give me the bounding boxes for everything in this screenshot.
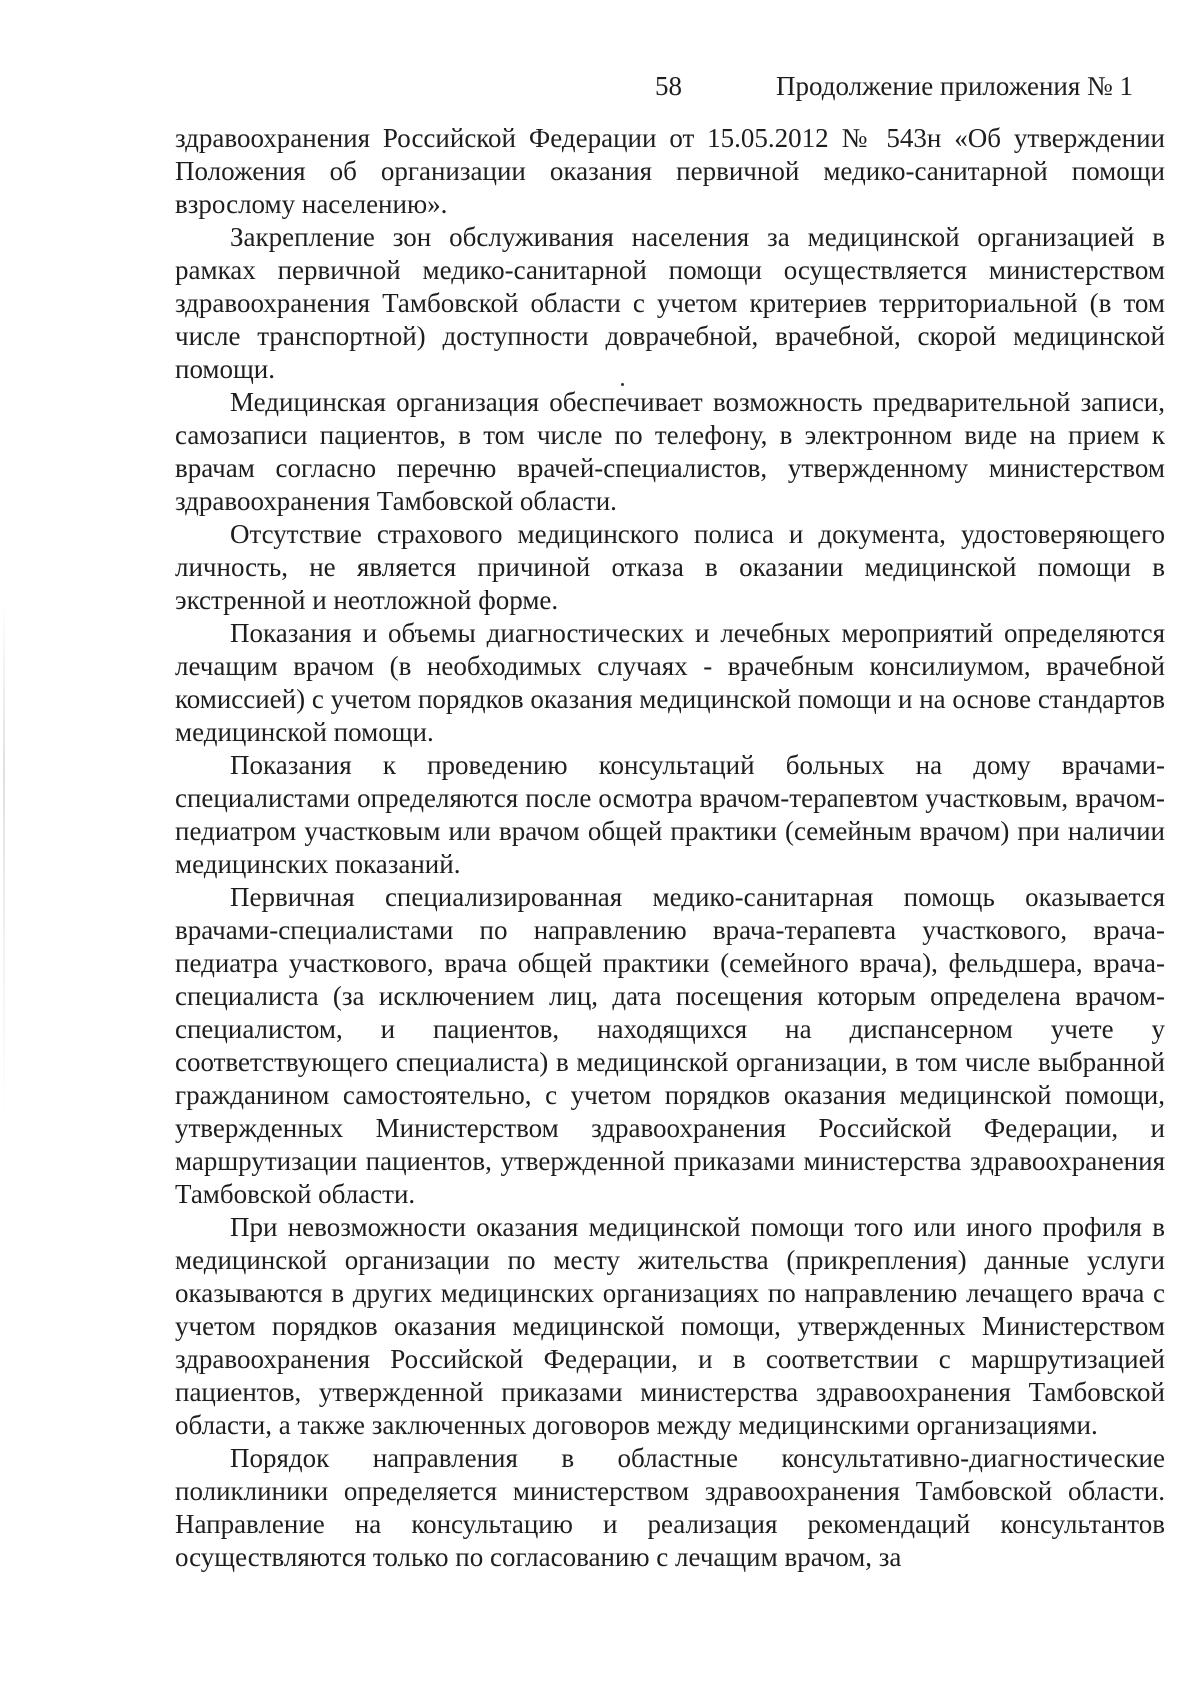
continuation-label: Продолжение приложения № 1 — [776, 71, 1134, 101]
paragraph-other-organizations: При невозможности оказания медицинской помощи того или иного профиля в медицинской организации по месту жительства (прикрепления) данные услуги оказываются в других медицинских организациях по направлению лечащего врача с учетом порядков оказания медицинской помощи, утвержденных Министерством здравоохранения Российской Федерации, и в соответствии с маршрутизацией пациентов, утвержденной приказами министерства здравоохранения Тамбовской области, а также заключенных договоров между медицинскими организациями. — [175, 1212, 1165, 1440]
paragraph-specialized-care: Первичная специализированная медико-санитарная помощь оказывается врачами-специалистами по направлению врача-терапевта участкового, врача-педиатра участкового, врача общей практики (семейного врача), фельдшера, врача-специалиста (за исключением лиц, дата посещения которым определена врачом-специалистом, и пациентов, находящихся на диспансерном учете у соответствующего специалиста) в медицинской организации, в том числе выбранной гражданином самостоятельно, с учетом порядков оказания медицинской помощи, утвержденных Министерством здравоохранения Российской Федерации, и маршрутизации пациентов, утвержденной приказами министерства здравоохранения Тамбовской области. — [175, 882, 1165, 1209]
document-body — [175, 122, 1165, 1574]
paragraph-no-policy: Отсутствие страхового медицинского полиса и документа, удостоверяющего личность, не является причиной отказа в оказании медицинской помощи в экстренной и неотложной форме. — [175, 519, 1165, 615]
paragraph-indications: Показания и объемы диагностических и лечебных мероприятий определяются лечащим врачом (в необходимых случаях - врачебным консилиумом, врачебной комиссией) с учетом порядков оказания медицинской помощи и на основе стандартов медицинской помощи. — [175, 618, 1165, 747]
paragraph-continuation: здравоохранения Российской Федерации от 15.05.2012 № 543н «Об утверждении Положения об организации оказания первичной медико-санитарной помощи взрослому населению». — [175, 123, 1165, 219]
scan-edge-shadow — [3, 600, 5, 1120]
page-number: 58 — [655, 71, 682, 101]
paragraph-home-consultations: Показания к проведению консультаций больных на дому врачами-специалистами определяются после осмотра врачом-терапевтом участковым, врачом-педиатром участковым или врачом общей практики (семейным врачом) при наличии медицинских показаний. — [175, 750, 1165, 879]
paragraph-appointment-booking: Медицинская организация обеспечивает возможность предварительной записи, самозаписи пациентов, в том числе по телефону, в электронном виде на прием к врачам согласно перечню врачей-специалистов, утвержденному министерством здравоохранения Тамбовской области. — [175, 387, 1165, 516]
page-header — [0, 66, 1200, 106]
paragraph-referral-procedure: Порядок направления в областные консультативно-диагностические поликлиники определяется министерством здравоохранения Тамбовской области. Направление на консультацию и реализация рекомендаций консультантов осуществляются только по согласованию с лечащим врачом, за — [175, 1443, 1165, 1572]
paragraph-service-zones: Закрепление зон обслуживания населения за медицинской организацией в рамках первичной медико-санитарной помощи осуществляется министерством здравоохранения Тамбовской области с учетом критериев территориальной (в том числе транспортной) доступности доврачебной, врачебной, скорой медицинской помощи. — [175, 222, 1165, 384]
